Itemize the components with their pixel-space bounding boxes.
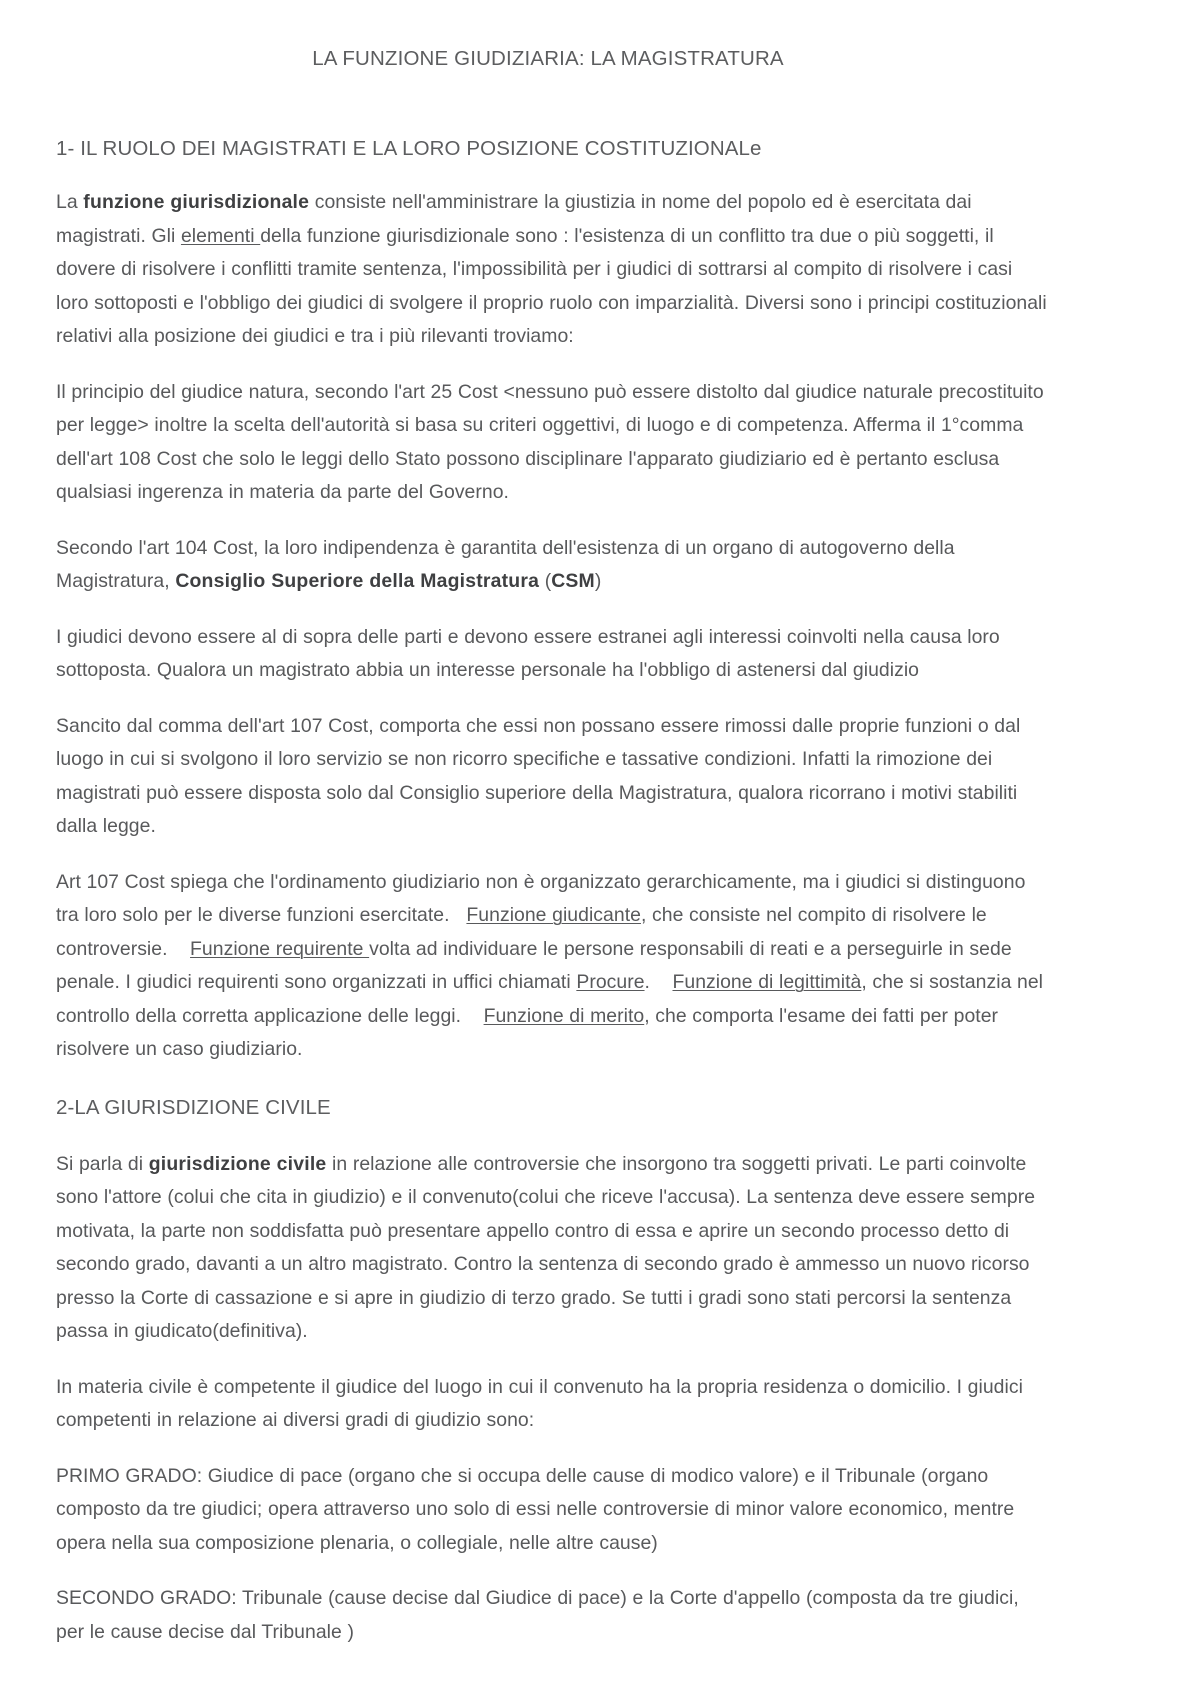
section-heading-2: 2-LA GIURISDIZIONE CIVILE: [56, 1095, 331, 1119]
underline-elementi: elementi: [180, 224, 261, 247]
bold-consiglio-superiore: Consiglio Superiore della Magistratura: [175, 570, 540, 593]
text-run: , che si sostanzia nel controllo della corretta applicazione delle leggi.: [56, 971, 1044, 1027]
text-run: (: [539, 570, 552, 593]
text-run: Si parla di: [56, 1152, 149, 1175]
underline-funzione-requirente: Funzione requirente: [190, 937, 370, 960]
paragraph-imparzialita: I giudici devono essere al di sopra delle parti e devono essere estranei agli interessi coinvolti nella causa loro sottoposta. Qualora un magistrato abbia un interesse personale ha l'obbligo di astenersi dal giudizio: [56, 625, 1000, 682]
spacing-run: [461, 1005, 484, 1027]
paragraph-giudice-naturale: Il principio del giudice natura, secondo l'art 25 Cost <nessuno può essere distolto dal giudice naturale precostituito per legge> inoltre la scelta dell'autorità si basa su criteri oggettivi, di luogo e di competenza. Afferma il 1°comma dell'art 108 Cost che solo le leggi dello Stato possono disciplinare l'apparato giudiziario ed è pertanto esclusa qualsiasi ingerenza in materia da parte del Governo.: [56, 380, 1044, 504]
paragraph-art-107-inamovibilita: Sancito dal comma dell'art 107 Cost, comporta che essi non possano essere rimossi dalle proprie funzioni o dal luogo in cui si svolgono il loro servizio se non ricorro specifiche e tassative condizioni. Infatti la rimozione dei magistrati può essere disposta solo dal Consiglio superiore della Magistratura, qualora ricorrano i motivi stabiliti dalla legge.: [56, 714, 1021, 838]
text-run: volta ad individuare le persone responsabili di reati e a perseguirle in sede penale. I giudici requirenti sono organizzati in uffici chiamati: [56, 937, 1012, 994]
text-run: La: [56, 191, 84, 214]
paragraph-art-104: [56, 532, 1050, 599]
spacing-run: [168, 938, 191, 960]
section-heading-1: 1- IL RUOLO DEI MAGISTRATI E LA LORO POSIZIONE COSTITUZIONALe: [56, 136, 762, 160]
document-title: LA FUNZIONE GIUDIZIARIA: LA MAGISTRATURA: [312, 47, 784, 70]
text-run: in relazione alle controversie che insorgono tra soggetti privati. Le parti coinvolte sono l'attore (colui che cita in giudizio) e il convenuto(colui che riceve l'accusa). La sentenza deve essere sempre motivata, la parte non soddisfatta può presentare appello contro di essa e aprire un secondo processo detto di secondo grado, davanti a un altro magistrato. Contro la sentenza di secondo grado è ammesso un nuovo ricorso presso la Corte di cassazione e si apre in giudizio di terzo grado. Se tutti i gradi sono stati percorsi la sentenza passa in giudicato(definitiva).: [56, 1152, 1036, 1343]
text-run: consiste nell'amministrare la giustizia in nome del popolo ed è esercitata dai magistrati. Gli: [56, 191, 972, 247]
bold-csm: CSM: [551, 570, 595, 593]
text-run: Art 107 Cost spiega che l'ordinamento giudiziario non è organizzato gerarchicamente, ma i giudici si distinguono tra loro solo per le diverse funzioni esercitate.: [56, 870, 1026, 927]
paragraph-funzioni: [56, 866, 1050, 1067]
underline-funzione-legittimita: Funzione di legittimità: [672, 971, 862, 994]
underline-procure: Procure: [576, 971, 645, 994]
text-run: ): [594, 570, 602, 593]
underline-funzione-giudicante: Funzione giudicante: [466, 904, 641, 927]
bold-funzione-giurisdizionale: funzione giurisdizionale: [83, 191, 310, 214]
title-spacer: [56, 74, 1050, 134]
text-run: , che consiste nel compito di risolvere le controversie.: [56, 904, 987, 960]
underline-funzione-merito: Funzione di merito: [483, 1004, 645, 1027]
text-run: della funzione giurisdizionale sono : l'esistenza di un conflitto tra due o più soggetti, il dovere di risolvere i conflitti tramite sentenza, l'impossibilità per i giudici di sottrarsi al compito di risolvere i casi loro sottoposti e l'obbligo dei giudici di svolgere il proprio ruolo con imparzialità. Diversi sono i principi costituzionali relativi alla posizione dei giudici e tra i più rilevanti troviamo:: [56, 224, 1047, 348]
text-run: .: [644, 971, 650, 994]
paragraph-giurisdizione-civile: [56, 1148, 1050, 1349]
paragraph-competenza-territoriale: In materia civile è competente il giudice del luogo in cui il convenuto ha la propria residenza o domicilio. I giudici competenti in relazione ai diversi gradi di giudizio sono:: [56, 1375, 1023, 1432]
text-run: Secondo l'art 104 Cost, la loro indipendenza è garantita dell'esistenza di un organo di autogoverno della Magistratura,: [56, 536, 955, 593]
paragraph-secondo-grado: SECONDO GRADO: Tribunale (cause decise dal Giudice di pace) e la Corte d'appello (composta da tre giudici, per le cause decise dal Tribunale ): [56, 1587, 1019, 1643]
bold-giurisdizione-civile: giurisdizione civile: [148, 1152, 327, 1175]
paragraph-primo-grado: PRIMO GRADO: Giudice di pace (organo che si occupa delle cause di modico valore) e il Tribunale (organo composto da tre giudici; opera attraverso uno solo di essi nelle controversie di minor valore economico, mentre opera nella sua composizione plenaria, o collegiale, nelle altre cause): [56, 1464, 1015, 1554]
spacing-run: [650, 971, 673, 993]
paragraph-funzione-giurisdizionale: [56, 186, 1050, 354]
spacing-run: [450, 904, 467, 926]
text-run: , che comporta l'esame dei fatti per poter risolvere un caso giudiziario.: [56, 1004, 999, 1061]
